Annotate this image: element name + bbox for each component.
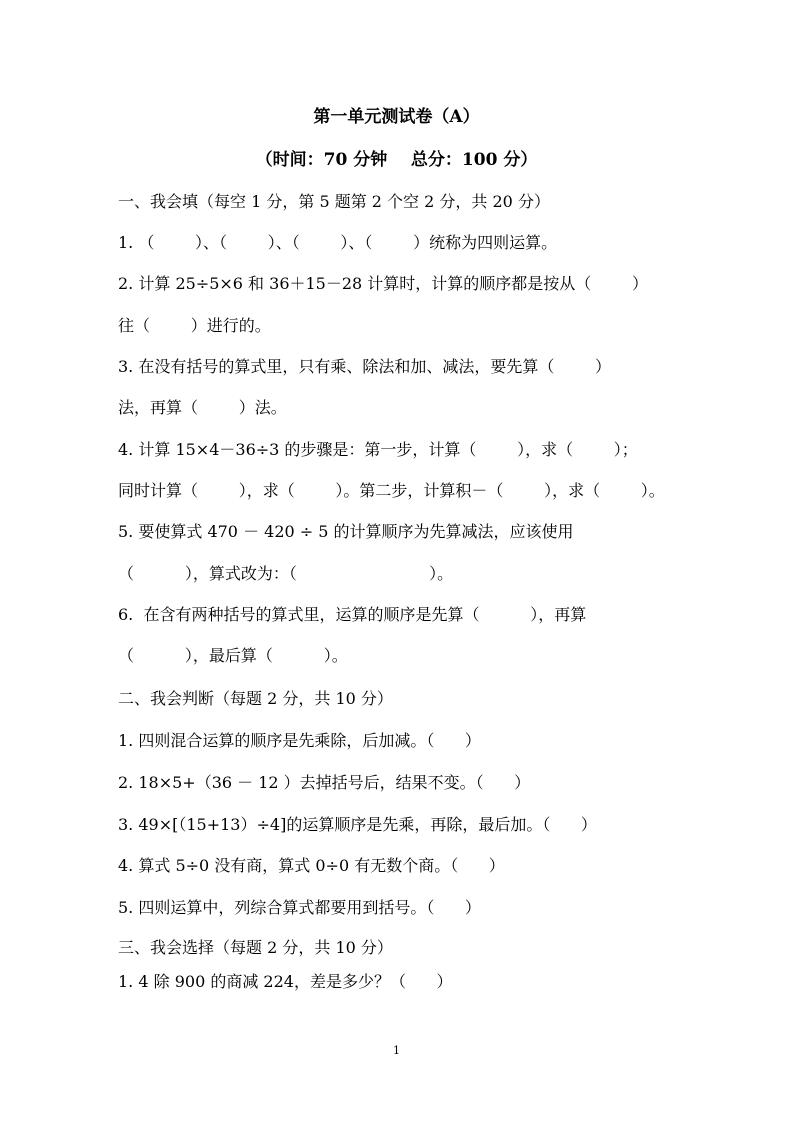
judge-question-1: 1. 四则混合运算的顺序是先乘除，后加减。（ ）	[118, 731, 481, 750]
section-heading-judge: 二、我会判断（每题 2 分，共 10 分）	[118, 689, 393, 708]
fill-question-2-line-1: 2. 计算 25÷5×6 和 36＋15－28 计算时，计算的顺序都是按从（ ）	[118, 274, 648, 293]
fill-question-6-line-1: 6. 在含有两种括号的算式里，运算的顺序是先算（ ），再算	[118, 605, 587, 624]
judge-question-3: 3. 49×[（15+13）÷4]的运算顺序是先乘，再除，最后加。（ ）	[118, 815, 597, 834]
fill-question-5-line-1: 5. 要使算式 470 － 420 ÷ 5 的计算顺序为先算减法，应该使用	[118, 522, 574, 541]
fill-question-5-line-2: （ ），算式改为：（ ）。	[118, 564, 454, 583]
fill-question-4-line-2: 同时计算（ ），求（ ）。第二步，计算积－（ ），求（ ）。	[118, 481, 665, 500]
fill-question-3-line-2: 法，再算（ ）法。	[118, 398, 287, 417]
fill-question-2-line-2: 往（ ）进行的。	[118, 316, 271, 335]
fill-question-6-line-2: （ ），最后算（ ）。	[118, 646, 348, 665]
judge-question-5: 5. 四则运算中，列综合算式都要用到括号。（ ）	[118, 898, 481, 917]
choice-question-1: 1. 4 除 900 的商减 224，差是多少？（ ）	[118, 972, 453, 991]
fill-question-1: 1. （ ）、（ ）、（ ）、（ ）统称为四则运算。	[118, 233, 558, 252]
judge-question-4: 4. 算式 5÷0 没有商，算式 0÷0 有无数个商。（ ）	[118, 856, 505, 875]
fill-question-3-line-1: 3. 在没有括号的算式里，只有乘、除法和加、减法，要先算（ ）	[118, 357, 612, 376]
fill-question-4-line-1: 4. 计算 15×4－36÷3 的步骤是：第一步，计算（ ），求（ ）；	[118, 440, 638, 459]
section-heading-choice: 三、我会选择（每题 2 分，共 10 分）	[118, 938, 393, 957]
page-title: 第一单元测试卷（A）	[313, 107, 480, 127]
judge-question-2: 2. 18×5+（36 － 12 ）去掉括号后，结果不变。（ ）	[118, 773, 531, 792]
page-number: 1	[393, 1044, 400, 1057]
section-heading-fill: 一、我会填（每空 1 分，第 5 题第 2 个空 2 分，共 20 分）	[118, 192, 550, 211]
page-subtitle: （时间：70 分钟 总分：100 分）	[255, 150, 538, 170]
